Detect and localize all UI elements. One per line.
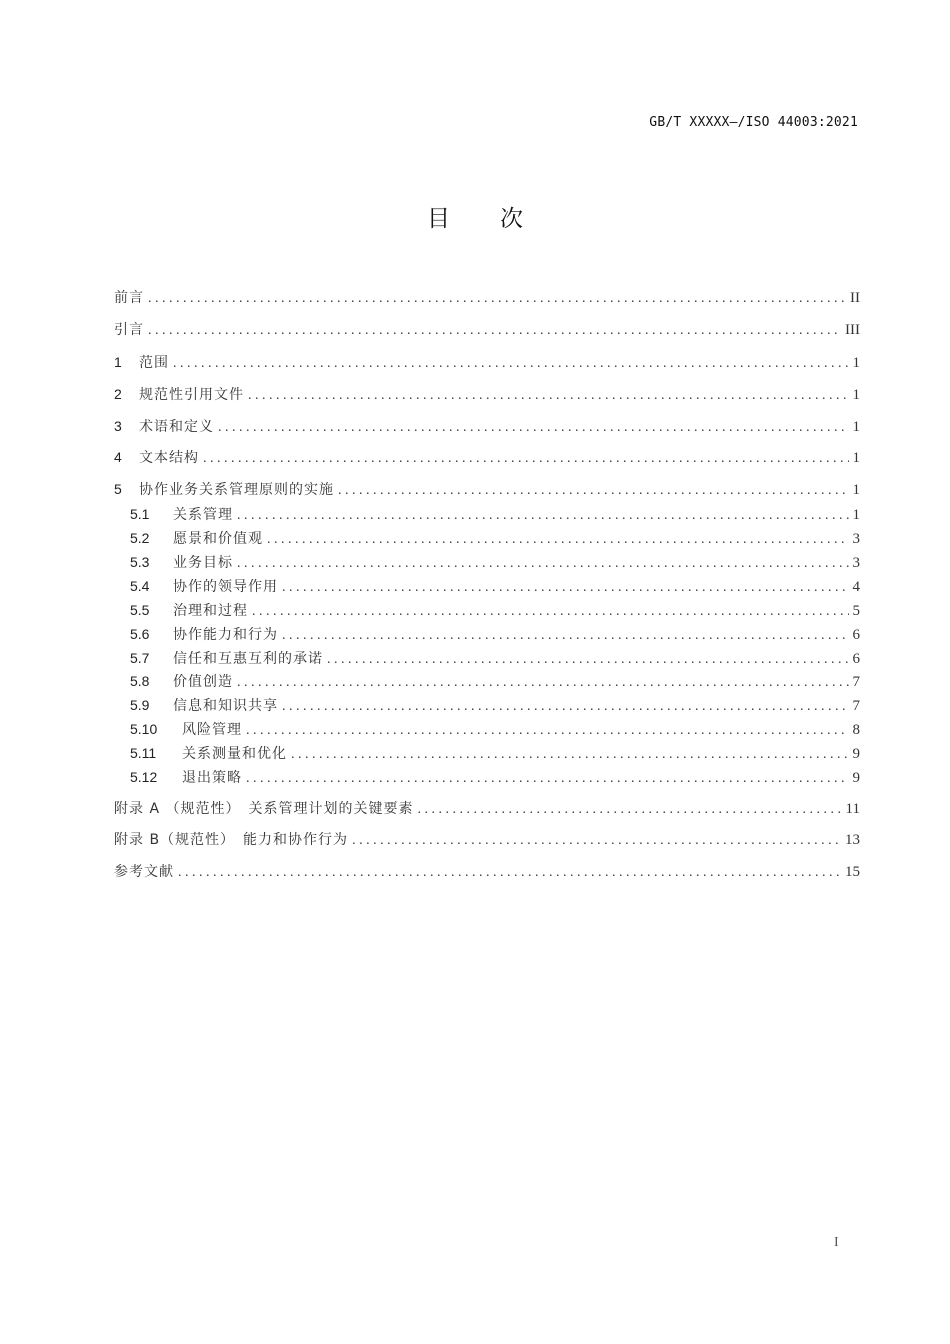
toc-entry-page[interactable]: 1 [852,482,860,498]
dot-leader [237,505,849,527]
toc-entry-number: 5.12 [130,769,158,785]
toc-entry-number: 5.2 [130,530,150,546]
toc-entry[interactable] [114,351,860,373]
toc-entry[interactable] [114,383,860,405]
toc-entry[interactable] [130,503,860,525]
toc-entry-page[interactable]: 9 [852,770,860,786]
title-char-1: 目 [427,206,450,232]
toc-entry-title[interactable]: 风险管理 [182,722,242,738]
toc-entry[interactable] [130,694,860,716]
toc-entry-title[interactable]: 信任和互惠互利的承诺 [173,651,323,667]
toc-entry[interactable] [114,798,860,820]
toc-entry-title[interactable]: 信息和知识共享 [173,698,278,714]
toc-entry[interactable] [114,829,860,851]
toc-entry[interactable] [130,599,860,621]
toc-entry-page[interactable]: 1 [852,507,860,523]
toc-entry-number: 5.8 [130,673,150,689]
toc-entry-page[interactable]: 6 [852,651,860,667]
dot-leader [148,288,846,310]
toc-entry[interactable] [130,766,860,788]
dot-leader [252,601,849,623]
toc-entry[interactable] [130,551,860,573]
document-code: GB/T XXXXX—/ISO 44003:2021 [649,115,858,130]
toc-entry-number: 5.4 [130,578,150,594]
toc-entry-title[interactable]: 文本结构 [139,450,199,466]
toc-entry-title[interactable]: 引言 [114,322,144,338]
toc-entry-page[interactable]: 13 [845,832,860,848]
toc-entry-title[interactable]: 业务目标 [173,555,233,571]
toc-entry-title[interactable]: 协作的领导作用 [173,579,278,595]
toc-entry-number: 5 [114,481,122,497]
toc-entry-title[interactable]: 附录 A （规范性） 关系管理计划的关键要素 [114,801,414,817]
toc-entry-title[interactable]: 愿景和价值观 [173,531,263,547]
toc-entry-page[interactable]: 6 [852,627,860,643]
dot-leader [178,862,841,884]
toc-entry[interactable] [130,718,860,740]
dot-leader [327,649,849,671]
toc-entry-page[interactable]: 7 [852,674,860,690]
toc-entry-page[interactable]: II [850,290,860,306]
toc-entry-page[interactable]: 7 [852,698,860,714]
toc-entry-page[interactable]: 3 [852,555,860,571]
toc-entry[interactable] [130,527,860,549]
toc-entry-page[interactable]: 1 [852,355,860,371]
dot-leader [291,744,849,766]
dot-leader [338,480,849,502]
toc-entry[interactable] [114,415,860,437]
toc-entry[interactable] [114,287,860,309]
toc-entry-page[interactable]: III [845,322,860,338]
dot-leader [148,320,841,342]
toc-entry-number: 3 [114,418,122,434]
toc-entry-title[interactable]: 术语和定义 [139,419,214,435]
toc-entry-number: 5.9 [130,697,150,713]
dot-leader [237,672,849,694]
dot-leader [282,577,849,599]
toc-entry-title[interactable]: 前言 [114,290,144,306]
dot-leader [267,529,849,551]
toc-entry-number: 5.10 [130,721,158,737]
toc-entry-page[interactable]: 3 [852,531,860,547]
toc-entry-page[interactable]: 1 [852,450,860,466]
toc-entry[interactable] [130,742,860,764]
toc-entry-page[interactable]: 9 [852,746,860,762]
toc-entry-number: 2 [114,386,122,402]
toc-entry-title[interactable]: 附录 B（规范性） 能力和协作行为 [114,832,349,848]
toc-entry-page[interactable]: 11 [845,801,860,817]
dot-leader [248,385,849,407]
dot-leader [282,696,849,718]
toc-entry[interactable] [114,319,860,341]
toc-entry-number: 5.1 [130,506,150,522]
toc-entry-page[interactable]: 4 [852,579,860,595]
toc-entry-number: 1 [114,354,122,370]
toc-entry-title[interactable]: 参考文献 [114,864,174,880]
toc-entry[interactable] [130,670,860,692]
dot-leader [218,417,849,439]
toc-entry-title[interactable]: 治理和过程 [173,603,248,619]
title-char-2: 次 [500,206,523,232]
toc-entry[interactable] [114,478,860,500]
footer-page-number: I [834,1235,839,1250]
toc-entry-title[interactable]: 关系测量和优化 [182,746,287,762]
toc-entry-number: 5.3 [130,554,150,570]
toc-entry[interactable] [130,623,860,645]
toc-entry[interactable] [114,861,860,883]
dot-leader [246,720,849,742]
dot-leader [417,799,841,821]
toc-entry-page[interactable]: 8 [852,722,860,738]
dot-leader [246,768,849,790]
dot-leader [203,448,849,470]
toc-entry[interactable] [114,446,860,468]
toc-entry-title[interactable]: 规范性引用文件 [139,387,244,403]
toc-entry-number: 5.6 [130,626,150,642]
toc-entry-number: 5.5 [130,602,150,618]
dot-leader [237,553,849,575]
toc-entry[interactable] [130,575,860,597]
toc-entry-page[interactable]: 1 [852,387,860,403]
dot-leader [282,625,849,647]
toc-entry-title[interactable]: 协作业务关系管理原则的实施 [139,482,334,498]
toc-entry[interactable] [130,647,860,669]
toc-entry-title[interactable]: 退出策略 [182,770,242,786]
toc-entry-page[interactable]: 5 [852,603,860,619]
toc-entry-page[interactable]: 15 [845,864,860,880]
toc-entry-number: 5.7 [130,650,150,666]
dot-leader [173,353,849,375]
toc-entry-page[interactable]: 1 [852,419,860,435]
toc-entry-number: 4 [114,449,122,465]
toc-entry-title[interactable]: 价值创造 [173,674,233,690]
toc-entry-number: 5.11 [130,745,157,761]
page-title [0,200,950,233]
toc-entry-title[interactable]: 范围 [139,355,169,371]
dot-leader [352,830,841,852]
toc-entry-title[interactable]: 协作能力和行为 [173,627,278,643]
toc-entry-title[interactable]: 关系管理 [173,507,233,523]
